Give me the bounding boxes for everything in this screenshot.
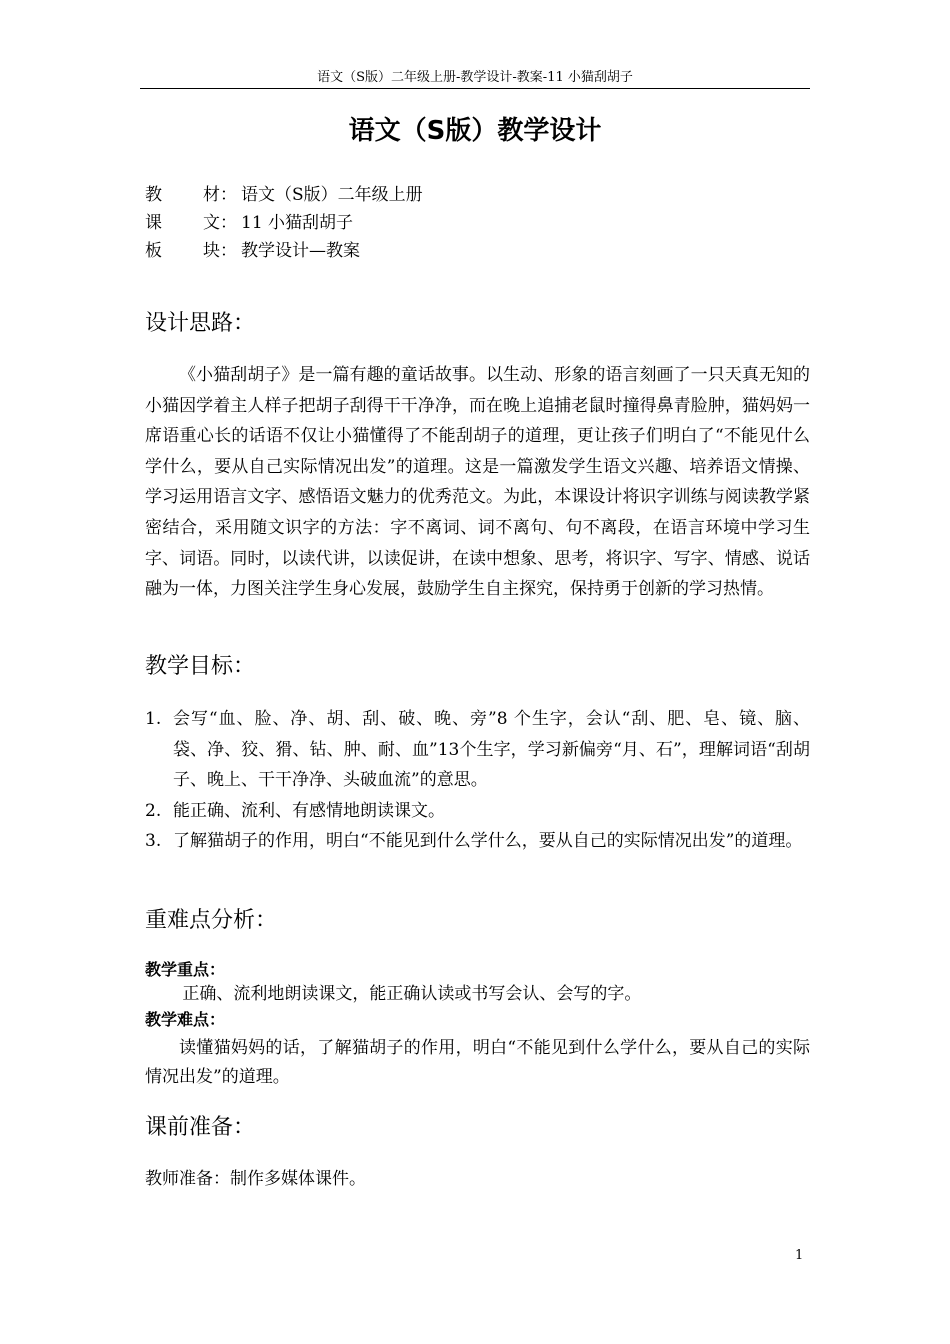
goals-list <box>145 704 810 857</box>
item-text: 了解猫胡子的作用，明白“不能见到什么学什么，要从自己的实际情况出发”的道理。 <box>173 831 803 851</box>
document-title: 语文（S版）教学设计 <box>348 116 602 146</box>
meta-key-a: 教 <box>145 185 162 205</box>
meta-row-module <box>145 237 810 265</box>
meta-key-b: 块： <box>203 241 237 261</box>
meta-value: 语文（S版）二年级上册 <box>241 185 423 205</box>
item-number: 1. <box>145 709 162 729</box>
list-item <box>145 826 810 857</box>
list-item <box>145 796 810 827</box>
meta-row-lesson <box>145 209 810 237</box>
running-header: 语文（S版）二年级上册-教学设计-教案-11 小猫刮胡子 <box>317 70 633 85</box>
meta-key-a: 板 <box>145 241 162 261</box>
meta-value: 11 小猫刮胡子 <box>241 213 354 233</box>
meta-row-textbook <box>145 181 810 209</box>
focus-label: 教学重点： <box>145 960 226 979</box>
prep-text: 教师准备：制作多媒体课件。 <box>145 1169 366 1189</box>
meta-block <box>145 181 810 265</box>
meta-key-b: 文： <box>203 213 237 233</box>
header-rule <box>140 88 810 89</box>
meta-value: 教学设计—教案 <box>241 241 360 261</box>
item-text: 能正确、流利、有感情地朗读课文。 <box>173 800 445 821</box>
key-points-heading: 重难点分析： <box>145 908 278 933</box>
difficulty-text: 读懂猫妈妈的话，了解猫胡子的作用，明白“不能见到什么学什么，要从自己的实际情况出发”的道理。 <box>145 1038 810 1087</box>
page-number: 1 <box>795 1248 804 1263</box>
item-number: 2. <box>145 800 162 821</box>
item-text: 会写“血、脸、净、胡、刮、破、晚、旁”8 个生字，会认“刮、肥、皂、镜、脑、袋、净、狡、猾、钻、肿、耐、血”13个生字，学习新偏旁“月、石”，理解词语“刮胡子、晚上、干干净净、头破血流”的意思。 <box>173 709 810 790</box>
list-item <box>145 704 810 796</box>
goals-heading: 教学目标： <box>145 654 256 679</box>
item-number: 3. <box>145 831 162 851</box>
design-paragraph: 《小猫刮胡子》是一篇有趣的童话故事。以生动、形象的语言刻画了一只天真无知的小猫因学着主人样子把胡子刮得干干净净，而在晚上追捕老鼠时撞得鼻青脸肿，猫妈妈一席语重心长的话语不仅让小猫懂得了不能刮胡子的道理，更让孩子们明白了“不能见什么学什么，要从自己实际情况出发”的道理。这是一篇激发学生语文兴趣、培养语文情操、学习运用语言文字、感悟语文魅力的优秀范文。为此，本课设计将识字训练与阅读教学紧密结合，采用随文识字的方法：字不离词、词不离句、句不离段，在语言环境中学习生字、词语。同时，以读代讲，以读促讲，在读中想象、思考，将识字、写字、情感、说话融为一体，力图关注学生身心发展，鼓励学生自主探究，保持勇于创新的学习热情。 <box>145 365 810 600</box>
design-heading: 设计思路： <box>145 311 256 336</box>
meta-key-a: 课 <box>145 213 162 233</box>
prep-heading: 课前准备： <box>145 1115 256 1140</box>
difficulty-label: 教学难点： <box>145 1010 226 1029</box>
focus-text: 正确、流利地朗读课文，能正确认读或书写会认、会写的字。 <box>182 984 642 1004</box>
meta-key-b: 材： <box>203 185 237 205</box>
